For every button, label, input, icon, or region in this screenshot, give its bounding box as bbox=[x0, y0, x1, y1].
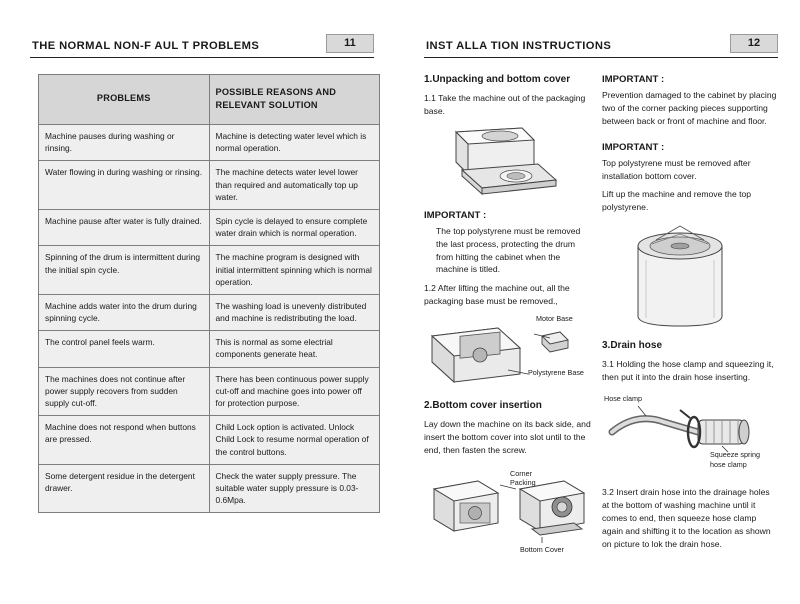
important-3-text-b: Lift up the machine and remove the top polystyrene. bbox=[602, 189, 752, 213]
important-1-text: The top polystyrene must be removed the last process, protecting the drum from hitting the cabinet when the machine is titled. bbox=[436, 225, 581, 275]
cell-problem: Machine pause after water is fully drained. bbox=[39, 209, 210, 245]
step-3-1-text: 3.1 Holding the hose clamp and squeezing it, then put it into the drain hose inserting. bbox=[602, 359, 774, 383]
table-row bbox=[39, 331, 380, 367]
label-motor-base: Motor Base bbox=[536, 314, 573, 324]
section-3-title: 3.Drain hose bbox=[602, 340, 663, 352]
cell-problem: Water flowing in during washing or rinsing. bbox=[39, 161, 210, 210]
label-hose-clamp: Hose clamp bbox=[604, 394, 642, 404]
cell-reason: The machine program is designed with initial intermittent spinning which is normal operation. bbox=[209, 246, 380, 295]
left-page-number: 11 bbox=[326, 34, 374, 53]
table-row bbox=[39, 464, 380, 513]
right-page-title: INST ALLA TION INSTRUCTIONS bbox=[426, 40, 612, 52]
figure-drain-hose bbox=[602, 390, 778, 476]
cell-problem: The control panel feels warm. bbox=[39, 331, 210, 367]
right-page-left-column bbox=[424, 74, 602, 559]
figure-packaging-base bbox=[424, 314, 594, 392]
problems-table bbox=[38, 74, 380, 513]
label-corner-packing: Corner Packing bbox=[510, 468, 536, 488]
table-row bbox=[39, 367, 380, 416]
important-1-title: IMPORTANT : bbox=[424, 209, 487, 221]
table-row bbox=[39, 125, 380, 161]
important-3-title: IMPORTANT : bbox=[602, 141, 665, 153]
cell-reason: Machine is detecting water level which is normal operation. bbox=[209, 125, 380, 161]
important-2-title: IMPORTANT : bbox=[602, 74, 665, 85]
cell-problem: Machine does not respond when buttons are pressed. bbox=[39, 416, 210, 465]
cell-reason: Check the water supply pressure. The suitable water supply pressure is 0.03-0.6Mpa. bbox=[209, 464, 380, 513]
left-page-title: THE NORMAL NON-F AUL T PROBLEMS bbox=[32, 40, 260, 52]
important-3-text-a: Top polystyrene must be removed after installation bottom cover. bbox=[602, 157, 751, 181]
step-3-2-text: 3.2 Insert drain hose into the drainage holes at the bottom of washing machine until it comes to end, then squeeze hose clamp again and shifting it to the location as shown on picture to lok the drain hose. bbox=[602, 487, 771, 549]
cell-reason: There has been continuous power supply cut-off and machine goes into power off for protection purpose. bbox=[209, 367, 380, 416]
label-polystyrene-base: Polystyrene Base bbox=[528, 368, 584, 378]
table-row bbox=[39, 246, 380, 295]
section-2-text: Lay down the machine on its back side, and insert the bottom cover into slot until to the end, then fasten the screw. bbox=[424, 419, 591, 455]
label-bottom-cover: Bottom Cover bbox=[520, 544, 564, 554]
cell-reason: The washing load is unevenly distributed and machine is redistributing the load. bbox=[209, 294, 380, 330]
left-page-header bbox=[30, 34, 374, 58]
cell-problem: Spinning of the drum is intermittent during the initial spin cycle. bbox=[39, 246, 210, 295]
cell-problem: Machine adds water into the drum during spinning cycle. bbox=[39, 294, 210, 330]
right-page-right-column bbox=[602, 74, 778, 559]
right-page-header bbox=[424, 34, 778, 58]
section-2-title: 2.Bottom cover insertion bbox=[424, 400, 542, 412]
right-page bbox=[400, 0, 800, 604]
cell-problem: Machine pauses during washing or rinsing. bbox=[39, 125, 210, 161]
figure-bottom-cover bbox=[424, 467, 594, 559]
table-row bbox=[39, 294, 380, 330]
right-page-number: 12 bbox=[730, 34, 778, 53]
cell-reason: This is normal as some electrial components generate heat. bbox=[209, 331, 380, 367]
figure-unpacking bbox=[438, 124, 594, 202]
figure-top-polystyrene bbox=[612, 220, 778, 332]
step-1-1-text: 1.1 Take the machine out of the packaging base. bbox=[424, 93, 586, 116]
important-2-text: Prevention damaged to the cabinet by placing two of the corner packing pieces supporting between back or front of machine and floor. bbox=[602, 90, 777, 126]
table-row bbox=[39, 161, 380, 210]
cell-problem: Some detergent residue in the detergent drawer. bbox=[39, 464, 210, 513]
table-header-problems: PROBLEMS bbox=[39, 75, 210, 125]
table-row bbox=[39, 209, 380, 245]
table-header-reasons: POSSIBLE REASONS AND RELEVANT SOLUTION bbox=[209, 75, 380, 125]
step-1-2-text: 1.2 After lifting the machine out, all the packaging base must be removed., bbox=[424, 283, 570, 307]
cell-reason: The machine detects water level lower than required and automatically top up water. bbox=[209, 161, 380, 210]
cell-reason: Child Lock option is activated. Unlock Child Lock to resume normal operation of the control buttons. bbox=[209, 416, 380, 465]
section-1-title: 1.Unpacking and bottom cover bbox=[424, 74, 571, 85]
cell-problem: The machines does not continue after power supply recovers from sudden supply cut-off. bbox=[39, 367, 210, 416]
table-header-row bbox=[39, 75, 380, 125]
label-squeeze-spring-hose-clamp: Squeeze spring hose clamp bbox=[710, 450, 760, 469]
cell-reason: Spin cycle is delayed to ensure complete water drain which is normal operation. bbox=[209, 209, 380, 245]
table-row bbox=[39, 416, 380, 465]
